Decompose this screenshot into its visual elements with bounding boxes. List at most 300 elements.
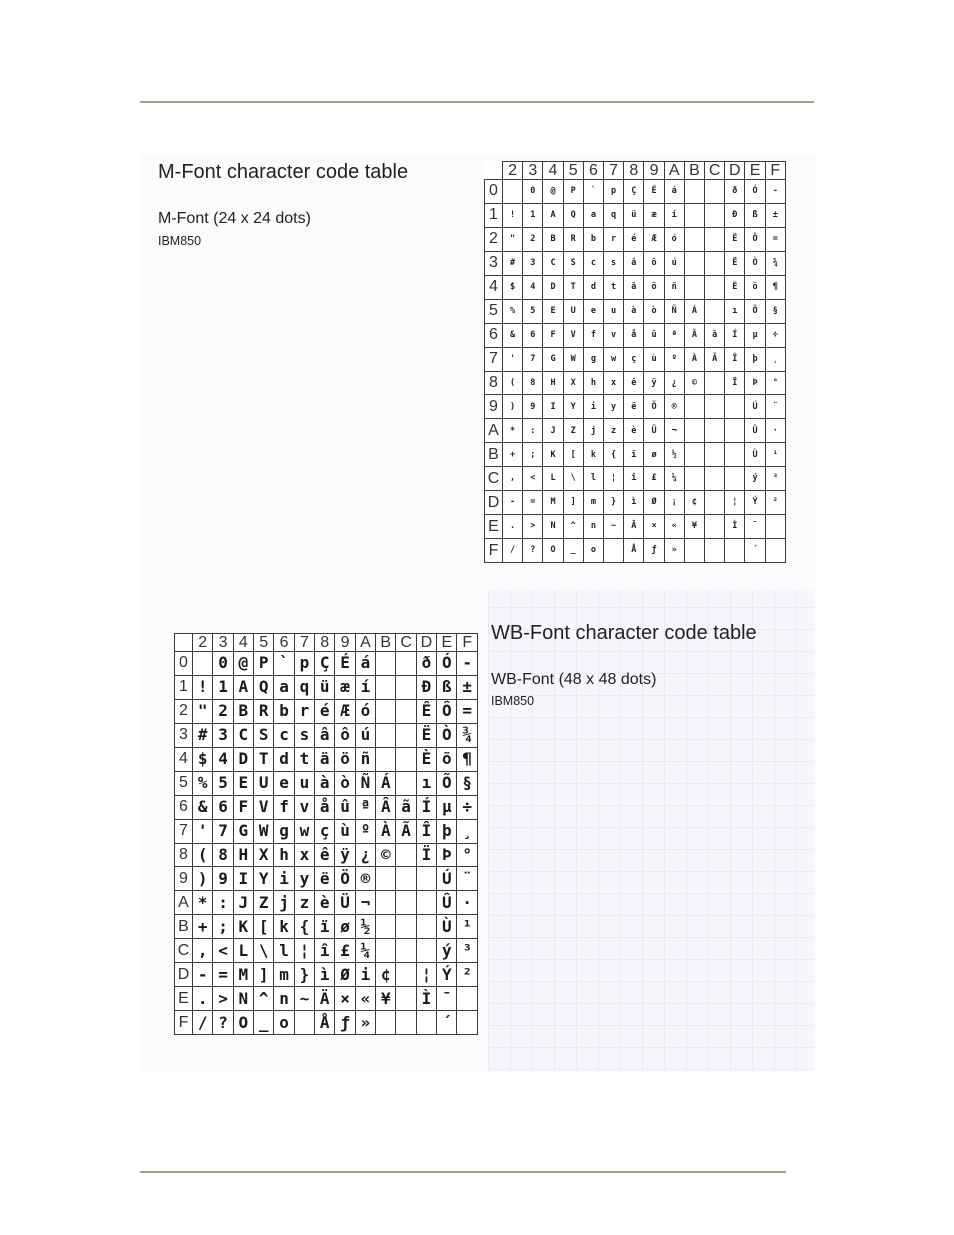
- glyph-cell: [457, 1011, 478, 1035]
- glyph-cell: _: [254, 1011, 274, 1035]
- glyph-cell: /: [193, 1011, 213, 1035]
- glyph-cell: ^: [254, 987, 274, 1011]
- glyph-cell: a: [274, 675, 294, 699]
- glyph-cell: .: [193, 987, 213, 1011]
- glyph-cell: _: [563, 539, 583, 563]
- glyph-cell: 5: [523, 299, 543, 323]
- glyph-cell: Ì: [725, 515, 745, 539]
- glyph-cell: >: [213, 987, 233, 1011]
- glyph-cell: Ñ: [664, 299, 684, 323]
- glyph-cell: ): [193, 867, 213, 891]
- glyph-cell: ]: [563, 491, 583, 515]
- glyph-cell: ¦: [725, 491, 745, 515]
- glyph-cell: o: [274, 1011, 294, 1035]
- glyph-cell: ð: [416, 652, 436, 676]
- glyph-cell: c: [274, 723, 294, 747]
- glyph-cell: æ: [644, 203, 664, 227]
- glyph-cell: Ï: [416, 843, 436, 867]
- glyph-cell: ¢: [376, 963, 396, 987]
- table-row: [175, 675, 478, 699]
- glyph-cell: [: [563, 443, 583, 467]
- glyph-cell: D: [543, 275, 563, 299]
- glyph-cell: ë: [315, 867, 335, 891]
- row-header: 3: [175, 723, 193, 747]
- table-corner: [485, 162, 503, 180]
- glyph-cell: *: [193, 891, 213, 915]
- row-header: D: [175, 963, 193, 987]
- glyph-cell: ú: [355, 723, 375, 747]
- glyph-cell: å: [624, 323, 644, 347]
- glyph-cell: [396, 747, 416, 771]
- glyph-cell: !: [503, 203, 523, 227]
- glyph-cell: [457, 987, 478, 1011]
- glyph-cell: b: [583, 227, 603, 251]
- glyph-cell: Ä: [624, 515, 644, 539]
- glyph-cell: Æ: [335, 699, 355, 723]
- glyph-cell: &: [503, 323, 523, 347]
- table-row: [175, 843, 478, 867]
- glyph-cell: ¯: [437, 987, 457, 1011]
- glyph-cell: Ë: [725, 251, 745, 275]
- column-header: C: [705, 162, 725, 180]
- glyph-cell: }: [604, 491, 624, 515]
- glyph-cell: è: [315, 891, 335, 915]
- row-header: F: [175, 1011, 193, 1035]
- glyph-cell: ñ: [664, 275, 684, 299]
- row-header: 0: [485, 180, 503, 204]
- glyph-cell: É: [644, 180, 664, 204]
- glyph-cell: h: [583, 371, 603, 395]
- column-header: 8: [624, 162, 644, 180]
- glyph-cell: [705, 443, 725, 467]
- glyph-cell: Y: [563, 395, 583, 419]
- row-header: F: [485, 539, 503, 563]
- glyph-cell: L: [543, 467, 563, 491]
- glyph-cell: ,: [193, 939, 213, 963]
- glyph-cell: Ð: [725, 203, 745, 227]
- glyph-cell: Û: [437, 891, 457, 915]
- row-header: C: [485, 467, 503, 491]
- table-row: [175, 723, 478, 747]
- glyph-cell: [604, 539, 624, 563]
- glyph-cell: ú: [664, 251, 684, 275]
- glyph-cell: Û: [745, 419, 765, 443]
- column-header: 8: [315, 634, 335, 652]
- glyph-cell: #: [503, 251, 523, 275]
- glyph-cell: þ: [745, 347, 765, 371]
- glyph-cell: e: [583, 299, 603, 323]
- glyph-cell: Q: [563, 203, 583, 227]
- glyph-cell: b: [274, 699, 294, 723]
- glyph-cell: Å: [315, 1011, 335, 1035]
- table-row: [485, 323, 786, 347]
- glyph-cell: =: [523, 491, 543, 515]
- glyph-cell: ²: [765, 491, 785, 515]
- glyph-cell: W: [254, 819, 274, 843]
- glyph-cell: À: [684, 347, 704, 371]
- glyph-cell: 2: [523, 227, 543, 251]
- glyph-cell: 3: [523, 251, 543, 275]
- glyph-cell: ä: [624, 275, 644, 299]
- scan-background-grid: [488, 590, 814, 1070]
- glyph-cell: Z: [254, 891, 274, 915]
- glyph-cell: [: [254, 915, 274, 939]
- glyph-cell: (: [503, 371, 523, 395]
- column-header: 3: [523, 162, 543, 180]
- glyph-cell: [294, 1011, 314, 1035]
- glyph-cell: ¨: [457, 867, 478, 891]
- glyph-cell: r: [294, 699, 314, 723]
- table-row: [485, 419, 786, 443]
- glyph-cell: ®: [355, 867, 375, 891]
- glyph-cell: ´: [745, 539, 765, 563]
- glyph-cell: ?: [213, 1011, 233, 1035]
- column-header: 6: [583, 162, 603, 180]
- table-row: [175, 939, 478, 963]
- glyph-cell: ±: [457, 675, 478, 699]
- glyph-cell: °: [457, 843, 478, 867]
- glyph-cell: ¹: [765, 443, 785, 467]
- glyph-cell: [705, 180, 725, 204]
- row-header: E: [485, 515, 503, 539]
- glyph-cell: `: [583, 180, 603, 204]
- glyph-cell: ì: [315, 963, 335, 987]
- glyph-cell: Ð: [416, 675, 436, 699]
- glyph-cell: £: [335, 939, 355, 963]
- glyph-cell: :: [523, 419, 543, 443]
- glyph-cell: =: [457, 699, 478, 723]
- glyph-cell: õ: [745, 275, 765, 299]
- glyph-cell: ÿ: [335, 843, 355, 867]
- glyph-cell: Á: [684, 299, 704, 323]
- glyph-cell: p: [294, 652, 314, 676]
- column-header: 9: [335, 634, 355, 652]
- glyph-cell: [396, 699, 416, 723]
- glyph-cell: [684, 203, 704, 227]
- glyph-cell: l: [583, 467, 603, 491]
- glyph-cell: [416, 939, 436, 963]
- glyph-cell: [725, 443, 745, 467]
- glyph-cell: ¿: [664, 371, 684, 395]
- glyph-cell: [705, 203, 725, 227]
- glyph-cell: ƒ: [644, 539, 664, 563]
- glyph-cell: v: [604, 323, 624, 347]
- table-row: [175, 747, 478, 771]
- glyph-cell: V: [563, 323, 583, 347]
- table-row: [175, 1011, 478, 1035]
- glyph-cell: ÷: [765, 323, 785, 347]
- glyph-cell: ê: [624, 371, 644, 395]
- glyph-cell: Ñ: [355, 771, 375, 795]
- glyph-cell: t: [604, 275, 624, 299]
- glyph-cell: ×: [335, 987, 355, 1011]
- glyph-cell: [705, 539, 725, 563]
- glyph-cell: [705, 419, 725, 443]
- glyph-cell: ý: [437, 939, 457, 963]
- glyph-cell: D: [233, 747, 253, 771]
- glyph-cell: [705, 371, 725, 395]
- table-row: [175, 963, 478, 987]
- glyph-cell: ©: [376, 843, 396, 867]
- column-header: B: [376, 634, 396, 652]
- glyph-cell: f: [274, 795, 294, 819]
- glyph-cell: Î: [725, 347, 745, 371]
- table-row: [175, 771, 478, 795]
- glyph-cell: T: [254, 747, 274, 771]
- glyph-cell: è: [624, 419, 644, 443]
- glyph-cell: Ò: [437, 723, 457, 747]
- glyph-cell: ı: [725, 299, 745, 323]
- m-font-codepage: IBM850: [158, 234, 202, 248]
- glyph-cell: ¥: [376, 987, 396, 1011]
- glyph-cell: Ã: [705, 347, 725, 371]
- glyph-cell: ç: [315, 819, 335, 843]
- table-row: [175, 891, 478, 915]
- glyph-cell: Î: [416, 819, 436, 843]
- glyph-cell: ø: [644, 443, 664, 467]
- glyph-cell: ã: [396, 795, 416, 819]
- glyph-cell: Ó: [745, 180, 765, 204]
- glyph-cell: M: [543, 491, 563, 515]
- row-header: B: [175, 915, 193, 939]
- glyph-cell: Q: [254, 675, 274, 699]
- glyph-cell: Ã: [396, 819, 416, 843]
- glyph-cell: Õ: [437, 771, 457, 795]
- glyph-cell: H: [543, 371, 563, 395]
- glyph-cell: ¸: [457, 819, 478, 843]
- glyph-cell: P: [563, 180, 583, 204]
- column-header: 3: [213, 634, 233, 652]
- glyph-cell: [705, 251, 725, 275]
- column-header: 4: [233, 634, 253, 652]
- glyph-cell: ÿ: [644, 371, 664, 395]
- glyph-cell: !: [193, 675, 213, 699]
- glyph-cell: ³: [457, 939, 478, 963]
- glyph-cell: [396, 987, 416, 1011]
- glyph-cell: %: [193, 771, 213, 795]
- glyph-cell: â: [315, 723, 335, 747]
- glyph-cell: Ö: [644, 395, 664, 419]
- glyph-cell: á: [355, 652, 375, 676]
- glyph-cell: î: [315, 939, 335, 963]
- glyph-cell: «: [355, 987, 375, 1011]
- glyph-cell: \: [254, 939, 274, 963]
- glyph-cell: -: [193, 963, 213, 987]
- glyph-cell: ¼: [664, 467, 684, 491]
- glyph-cell: [725, 467, 745, 491]
- table-row: [485, 275, 786, 299]
- glyph-cell: 0: [213, 652, 233, 676]
- glyph-cell: õ: [437, 747, 457, 771]
- glyph-cell: ê: [315, 843, 335, 867]
- glyph-cell: [376, 652, 396, 676]
- glyph-cell: X: [563, 371, 583, 395]
- glyph-cell: S: [254, 723, 274, 747]
- glyph-cell: Ë: [416, 723, 436, 747]
- glyph-cell: d: [583, 275, 603, 299]
- glyph-cell: :: [213, 891, 233, 915]
- glyph-cell: g: [583, 347, 603, 371]
- row-header: A: [485, 419, 503, 443]
- row-header: 1: [485, 203, 503, 227]
- glyph-cell: [396, 675, 416, 699]
- glyph-cell: z: [294, 891, 314, 915]
- glyph-cell: [705, 515, 725, 539]
- glyph-cell: k: [274, 915, 294, 939]
- column-header: A: [355, 634, 375, 652]
- glyph-cell: ½: [664, 443, 684, 467]
- glyph-cell: ¨: [765, 395, 785, 419]
- glyph-cell: w: [604, 347, 624, 371]
- glyph-cell: Ø: [335, 963, 355, 987]
- glyph-cell: J: [543, 419, 563, 443]
- glyph-cell: 3: [213, 723, 233, 747]
- glyph-cell: ü: [315, 675, 335, 699]
- row-header: 8: [175, 843, 193, 867]
- glyph-cell: c: [583, 251, 603, 275]
- glyph-cell: $: [193, 747, 213, 771]
- glyph-cell: [684, 251, 704, 275]
- table-row: [175, 987, 478, 1011]
- glyph-cell: V: [254, 795, 274, 819]
- glyph-cell: »: [355, 1011, 375, 1035]
- row-header: 6: [485, 323, 503, 347]
- glyph-cell: û: [644, 323, 664, 347]
- glyph-cell: å: [315, 795, 335, 819]
- glyph-cell: ñ: [355, 747, 375, 771]
- glyph-cell: y: [604, 395, 624, 419]
- glyph-cell: ò: [644, 299, 664, 323]
- glyph-cell: 7: [523, 347, 543, 371]
- glyph-cell: [376, 915, 396, 939]
- glyph-cell: Ö: [335, 867, 355, 891]
- glyph-cell: ¼: [355, 939, 375, 963]
- glyph-cell: È: [416, 747, 436, 771]
- glyph-cell: ¾: [765, 251, 785, 275]
- glyph-cell: I: [543, 395, 563, 419]
- glyph-cell: #: [193, 723, 213, 747]
- glyph-cell: N: [543, 515, 563, 539]
- glyph-cell: »: [664, 539, 684, 563]
- glyph-cell: E: [233, 771, 253, 795]
- glyph-cell: [765, 515, 785, 539]
- glyph-cell: Ò: [745, 251, 765, 275]
- glyph-cell: [725, 419, 745, 443]
- glyph-cell: û: [335, 795, 355, 819]
- glyph-cell: É: [335, 652, 355, 676]
- wb-font-code-table: [174, 633, 478, 1035]
- glyph-cell: [376, 699, 396, 723]
- table-corner: [175, 634, 193, 652]
- glyph-cell: K: [233, 915, 253, 939]
- glyph-cell: þ: [437, 819, 457, 843]
- row-header: 7: [485, 347, 503, 371]
- glyph-cell: ¡: [664, 491, 684, 515]
- glyph-cell: O: [233, 1011, 253, 1035]
- glyph-cell: ß: [745, 203, 765, 227]
- glyph-cell: [705, 395, 725, 419]
- glyph-cell: Í: [416, 795, 436, 819]
- glyph-cell: ƒ: [335, 1011, 355, 1035]
- column-header: 4: [543, 162, 563, 180]
- table-row: [485, 203, 786, 227]
- glyph-cell: ;: [523, 443, 543, 467]
- glyph-cell: C: [233, 723, 253, 747]
- glyph-cell: ë: [624, 395, 644, 419]
- glyph-cell: 7: [213, 819, 233, 843]
- glyph-cell: 6: [213, 795, 233, 819]
- glyph-cell: [396, 939, 416, 963]
- glyph-cell: ô: [644, 251, 664, 275]
- glyph-cell: ?: [523, 539, 543, 563]
- glyph-cell: R: [563, 227, 583, 251]
- glyph-cell: $: [503, 275, 523, 299]
- glyph-cell: §: [765, 299, 785, 323]
- row-header: 4: [175, 747, 193, 771]
- glyph-cell: h: [274, 843, 294, 867]
- glyph-cell: ð: [725, 180, 745, 204]
- table-row: [485, 539, 786, 563]
- glyph-cell: ı: [416, 771, 436, 795]
- glyph-cell: Â: [684, 323, 704, 347]
- glyph-cell: m: [583, 491, 603, 515]
- glyph-cell: [376, 867, 396, 891]
- glyph-cell: 4: [523, 275, 543, 299]
- row-header: 8: [485, 371, 503, 395]
- glyph-cell: ~: [604, 515, 624, 539]
- glyph-cell: z: [604, 419, 624, 443]
- glyph-cell: ô: [335, 723, 355, 747]
- glyph-cell: [396, 963, 416, 987]
- glyph-cell: ³: [765, 467, 785, 491]
- wb-font-title: WB-Font character code table: [491, 622, 757, 644]
- glyph-cell: Þ: [437, 843, 457, 867]
- glyph-cell: ¿: [355, 843, 375, 867]
- glyph-cell: j: [583, 419, 603, 443]
- glyph-cell: ¢: [684, 491, 704, 515]
- glyph-cell: ù: [644, 347, 664, 371]
- row-header: A: [175, 891, 193, 915]
- glyph-cell: ": [503, 227, 523, 251]
- row-header: 5: [175, 771, 193, 795]
- table-row: [485, 443, 786, 467]
- glyph-cell: l: [274, 939, 294, 963]
- column-header: F: [457, 634, 478, 652]
- glyph-cell: ù: [335, 819, 355, 843]
- glyph-cell: [376, 939, 396, 963]
- glyph-cell: ¥: [684, 515, 704, 539]
- glyph-cell: [684, 180, 704, 204]
- glyph-cell: ï: [315, 915, 335, 939]
- glyph-cell: B: [233, 699, 253, 723]
- glyph-cell: Ï: [725, 371, 745, 395]
- glyph-cell: °: [765, 371, 785, 395]
- glyph-cell: [416, 891, 436, 915]
- glyph-cell: «: [664, 515, 684, 539]
- table-row: [485, 371, 786, 395]
- glyph-cell: ö: [644, 275, 664, 299]
- glyph-cell: -: [457, 652, 478, 676]
- glyph-cell: a: [583, 203, 603, 227]
- m-font-code-table: [484, 161, 786, 563]
- glyph-cell: <: [213, 939, 233, 963]
- glyph-cell: [376, 747, 396, 771]
- glyph-cell: +: [193, 915, 213, 939]
- glyph-cell: [705, 275, 725, 299]
- glyph-cell: [396, 723, 416, 747]
- glyph-cell: í: [664, 203, 684, 227]
- row-header: 5: [485, 299, 503, 323]
